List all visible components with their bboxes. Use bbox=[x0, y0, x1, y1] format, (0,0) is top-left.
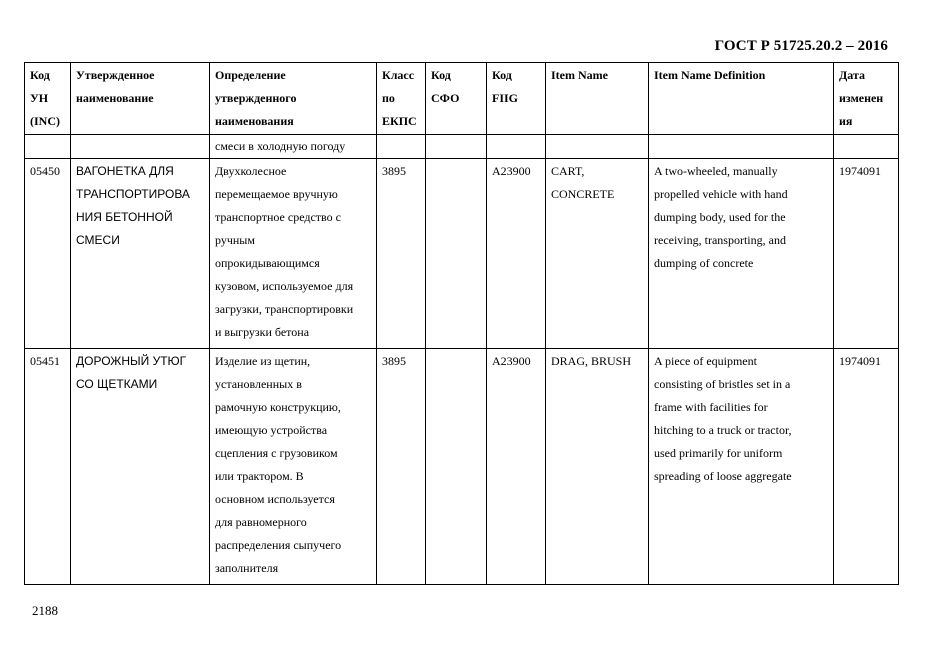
cell-empty bbox=[649, 135, 834, 159]
table-row bbox=[25, 159, 899, 349]
cell-approved-name: ДОРОЖНЫЙ УТЮГ СО ЩЕТКАМИ bbox=[71, 349, 210, 585]
cell-definition: Изделие из щетин, установленных в рамочную конструкцию, имеющую устройства сцепления с грузовиком или трактором. В основном используется для равномерного распределения сыпучего заполнителя bbox=[210, 349, 377, 585]
cell-change-date: 1974091 bbox=[834, 159, 899, 349]
cell-ekps-class: 3895 bbox=[377, 159, 426, 349]
codification-table bbox=[24, 62, 899, 585]
cell-fiig-code: A23900 bbox=[487, 159, 546, 349]
cell-approved-name: ВАГОНЕТКА ДЛЯ ТРАНСПОРТИРОВА НИЯ БЕТОННОЙ СМЕСИ bbox=[71, 159, 210, 349]
col-sfo-code-header: Код СФО bbox=[426, 63, 487, 135]
cell-item-definition: A piece of equipment consisting of bristles set in a frame with facilities for hitching to a truck or tractor, used primarily for uniform spreading of loose aggregate bbox=[649, 349, 834, 585]
cell-empty bbox=[546, 135, 649, 159]
cell-item-name: DRAG, BRUSH bbox=[546, 349, 649, 585]
table-row bbox=[25, 349, 899, 585]
col-ekps-class-header: Класс по ЕКПС bbox=[377, 63, 426, 135]
cell-empty bbox=[487, 135, 546, 159]
cell-definition: Двухколесное перемещаемое вручную транспортное средство с ручным опрокидывающимся кузовом, используемое для загрузки, транспортировки и выгрузки бетона bbox=[210, 159, 377, 349]
col-change-date-header: Дата изменен ия bbox=[834, 63, 899, 135]
cell-fiig-code: A23900 bbox=[487, 349, 546, 585]
col-definition-header: Определение утвержденного наименования bbox=[210, 63, 377, 135]
page-number: 2188 bbox=[32, 603, 58, 618]
col-inc-header: Код УН (INC) bbox=[25, 63, 71, 135]
cell-definition-continued: смеси в холодную погоду bbox=[210, 135, 377, 159]
cell-sfo-code bbox=[426, 349, 487, 585]
cell-item-name: CART, CONCRETE bbox=[546, 159, 649, 349]
cell-empty bbox=[426, 135, 487, 159]
cell-inc: 05451 bbox=[25, 349, 71, 585]
cell-inc: 05450 bbox=[25, 159, 71, 349]
cell-empty bbox=[25, 135, 71, 159]
table-header-row bbox=[25, 63, 899, 135]
cell-empty bbox=[71, 135, 210, 159]
cell-item-definition: A two-wheeled, manually propelled vehicle with hand dumping body, used for the receiving, transporting, and dumping of concrete bbox=[649, 159, 834, 349]
col-fiig-code-header: Код FIIG bbox=[487, 63, 546, 135]
cell-sfo-code bbox=[426, 159, 487, 349]
cell-empty bbox=[834, 135, 899, 159]
col-approved-name-header: Утвержденное наименование bbox=[71, 63, 210, 135]
col-item-name-header: Item Name bbox=[546, 63, 649, 135]
col-item-definition-header: Item Name Definition bbox=[649, 63, 834, 135]
continuation-row bbox=[25, 135, 899, 159]
cell-empty bbox=[377, 135, 426, 159]
document-header: ГОСТ Р 51725.20.2 – 2016 bbox=[714, 38, 888, 54]
cell-ekps-class: 3895 bbox=[377, 349, 426, 585]
cell-change-date: 1974091 bbox=[834, 349, 899, 585]
